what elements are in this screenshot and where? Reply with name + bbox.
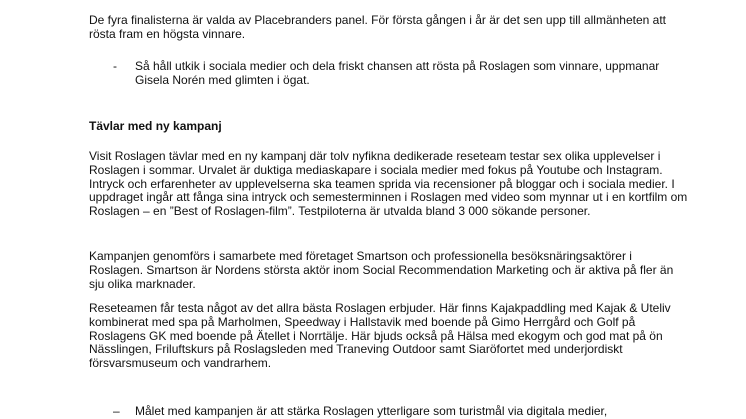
intro-paragraph: De fyra finalisterna är valda av Placebranders panel. För första gången i år är det sen upp till allmänheten att rösta fram en högsta vinnare. — [89, 13, 666, 41]
bullet-marker: - — [113, 59, 117, 73]
quote-bullet — [113, 60, 673, 88]
bullet-marker: – — [113, 404, 120, 418]
goal-bullet-text: Målet med kampanjen är att stärka Roslagen ytterligare som turistmål via digitala medier, — [135, 404, 608, 418]
goal-bullet — [113, 405, 673, 419]
paragraph-experiences: Reseteamen får testa något av det allra bästa Roslagen erbjuder. Här finns Kajakpaddling med Kajak & Uteliv kombinerat med spa på Marholmen, Speedway i Hallstavik med boende på Gimo Herrgård och Golf på Roslagens GK med boende på Ätellet i Norrtälje. Här bjuds också på Hälsa med ekogym och god mat på ön Nässlingen, Friluftskurs på Roslagsleden med Traneving Outdoor samt Siaröfortet med underjordiskt försvarsmuseum och vandrarhem. — [89, 301, 671, 371]
paragraph-partnership: Kampanjen genomförs i samarbete med företaget Smartson och professionella besöksnäringsaktörer i Roslagen. Smartson är Nordens största aktör inom Social Recommendation Marketing och är aktiva på fler än sju olika marknader. — [89, 249, 674, 291]
quote-bullet-text: Så håll utkik i sociala medier och dela friskt chansen att rösta på Roslagen som vinnare, uppmanar Gisela Norén med glimten i ögat. — [135, 59, 660, 87]
paragraph-campaign: Visit Roslagen tävlar med en ny kampanj där tolv nyfikna dedikerade reseteam testar sex olika upplevelser i Roslagen i sommar. Urvalet är duktiga mediaskapare i sociala medier med fokus på Youtube och Instagram. Intryck och erfarenheter av upplevelserna ska teamen sprida via recensioner på bloggar och i sociala medier. I uppdraget ingår att fånga sina intryck och semesterminnen i Roslagen med video som mynnar ut i en kortfilm om Roslagen – en ”Best of Roslagen-film”. Testpiloterna är utvalda bland 3 000 sökande personer. — [89, 149, 688, 219]
section-heading: Tävlar med ny kampanj — [89, 119, 222, 133]
